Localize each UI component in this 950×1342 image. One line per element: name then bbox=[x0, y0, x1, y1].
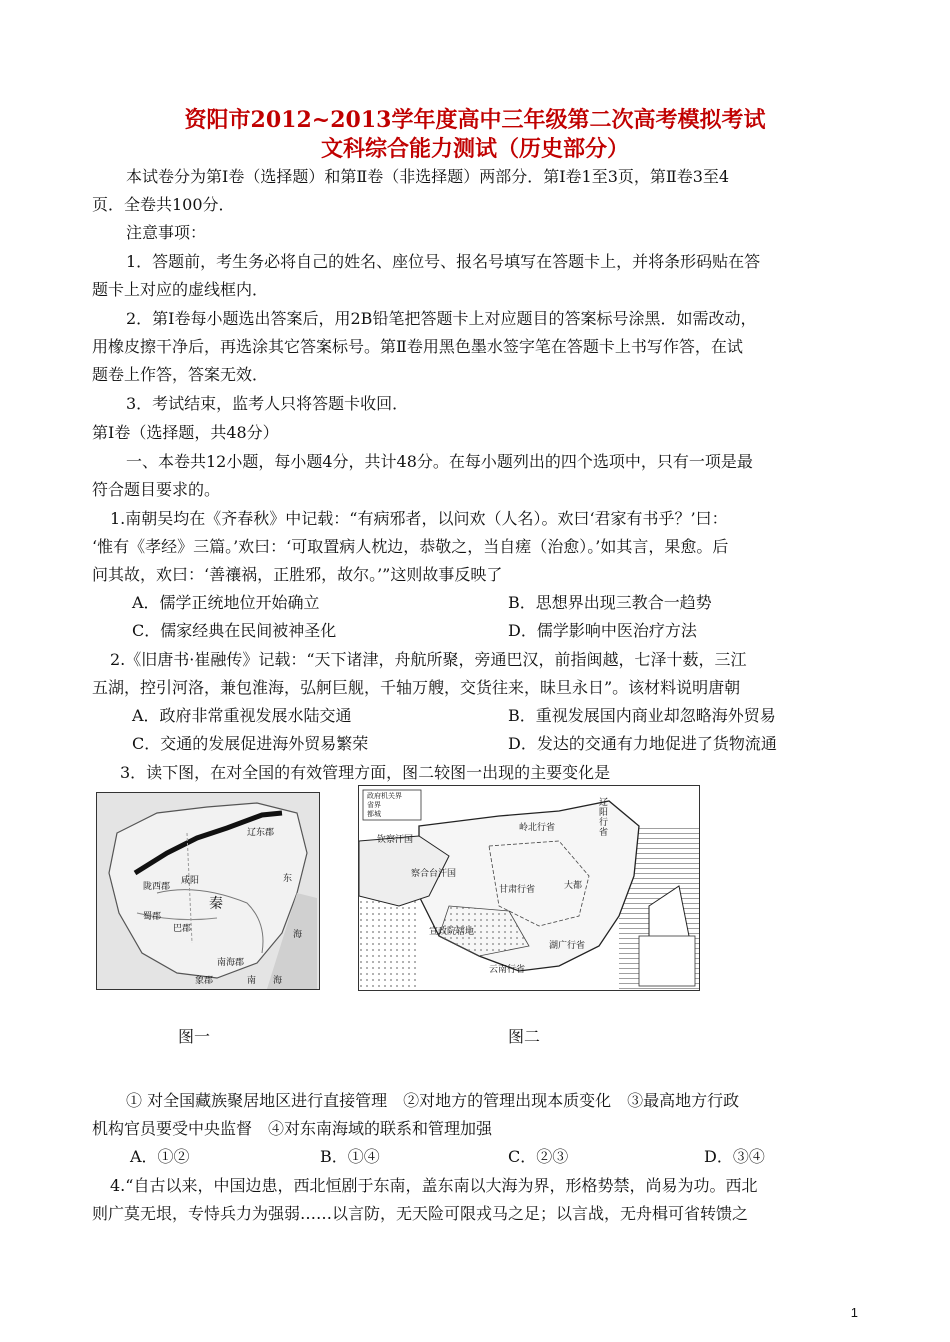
question-4-stem: 则广莫无垠，专恃兵力为强弱……以言防，无天险可限戎马之足；以言战，无舟楫可省转馈之 bbox=[92, 1204, 749, 1223]
notice-item-3: 3．考试结束，监考人只将答题卡收回． bbox=[126, 394, 409, 413]
question-2-option-a: A．政府非常重视发展水陆交通 bbox=[132, 706, 352, 725]
map-legend: 省界 bbox=[367, 801, 381, 809]
notice-item-2: 2．第Ⅰ卷每小题选出答案后，用2B铅笔把答题卡上对应题目的答案标号涂黑．如需改动， bbox=[126, 309, 757, 328]
notice-item-1: 1．答题前，考生务必将自己的姓名、座位号、报名号填写在答题卡上，并将条形码贴在答 bbox=[126, 252, 761, 271]
question-1-stem: 1.南朝吴均在《齐春秋》中记载：“有病邪者，以问欢（人名）。欢曰‘君家有书乎？’曰： bbox=[110, 509, 728, 528]
map-label: 咸阳 bbox=[181, 876, 200, 886]
map-label: 钦察汗国 bbox=[377, 835, 414, 845]
section-heading: 第Ⅰ卷（选择题，共48分） bbox=[92, 423, 279, 442]
question-1-stem: 问其故，欢曰：‘善禳祸，正胜邪，故尔。’”这则故事反映了 bbox=[92, 565, 503, 584]
question-3-statements-cont: 机构官员要受中央监督 ④对东南海域的联系和管理加强 bbox=[92, 1119, 493, 1138]
question-1-option-c: C．儒家经典在民间被神圣化 bbox=[132, 621, 337, 640]
question-1-option-b: B．思想界出现三教合一趋势 bbox=[508, 593, 712, 612]
map-label: 岭北行省 bbox=[519, 823, 556, 833]
question-2-stem: 五湖，控引河洛，兼包淮海，弘舸巨舰，千轴万艘，交货往来，昧旦永日”。该材料说明唐朝 bbox=[92, 678, 741, 697]
question-3-option-d: D．③④ bbox=[704, 1147, 765, 1166]
section-description-cont: 符合题目要求的。 bbox=[92, 480, 221, 499]
figure-2-caption: 图二 bbox=[508, 1027, 541, 1046]
map-label: 辽东郡 bbox=[247, 828, 275, 838]
exam-title: 资阳市2012~2013学年度高中三年级第二次高考模拟考试 bbox=[184, 107, 766, 133]
figure-1-qin-map bbox=[96, 792, 320, 990]
map-label: 巴郡 bbox=[173, 924, 192, 934]
map-label: 辽阳行省 bbox=[599, 798, 609, 838]
question-2-option-c: C．交通的发展促进海外贸易繁荣 bbox=[132, 734, 369, 753]
notice-item-2-cont: 用橡皮擦干净后，再选涂其它答案标号。第Ⅱ卷用黑色墨水签字笔在答题卡上书写作答，在试 bbox=[92, 337, 743, 356]
intro-line: 本试卷分为第Ⅰ卷（选择题）和第Ⅱ卷（非选择题）两部分．第Ⅰ卷1至3页，第Ⅱ卷3至4 bbox=[126, 167, 730, 186]
map-label: 海 bbox=[293, 930, 303, 940]
notice-heading: 注意事项： bbox=[126, 223, 207, 242]
question-3-option-a: A．①② bbox=[130, 1147, 190, 1166]
map-label: 南 bbox=[247, 976, 257, 986]
question-2-option-d: D．发达的交通有力地促进了货物流通 bbox=[508, 734, 777, 753]
question-3-option-c: C．②③ bbox=[508, 1147, 569, 1166]
figure-1-caption: 图一 bbox=[178, 1027, 211, 1046]
map-label: 秦 bbox=[209, 896, 223, 912]
map-label: 云南行省 bbox=[489, 965, 526, 975]
map-label: 象郡 bbox=[195, 976, 214, 986]
notice-item-1-cont: 题卡上对应的虚线框内． bbox=[92, 280, 269, 299]
question-2-stem: 2.《旧唐书·崔融传》记载：“天下诸津，舟航所聚，旁通巴汉，前指闽越，七泽十薮，三江 bbox=[110, 650, 747, 669]
intro-line: 页．全卷共100分． bbox=[92, 195, 235, 214]
figure-2-yuan-map bbox=[358, 785, 700, 991]
exam-subtitle: 文科综合能力测试（历史部分） bbox=[320, 136, 629, 162]
question-3-stem: 3．读下图，在对全国的有效管理方面，图二较图一出现的主要变化是 bbox=[120, 763, 611, 782]
map-label: 海 bbox=[273, 976, 283, 986]
section-description: 一、本卷共12小题，每小题4分，共计48分。在每小题列出的四个选项中，只有一项是最 bbox=[126, 452, 753, 471]
question-1-option-a: A．儒学正统地位开始确立 bbox=[132, 593, 320, 612]
map-label: 甘肃行省 bbox=[499, 885, 536, 895]
map-label: 陇西郡 bbox=[143, 882, 171, 892]
map-label: 南海郡 bbox=[217, 958, 245, 968]
question-3-statements: ① 对全国藏族聚居地区进行直接管理 ②对地方的管理出现本质变化 ③最高地方行政 bbox=[126, 1091, 740, 1110]
question-2-option-b: B．重视发展国内商业却忽略海外贸易 bbox=[508, 706, 776, 725]
question-1-stem: ‘惟有《孝经》三篇。’欢曰：‘可取置病人枕边，恭敬之，当自瘥（治愈）。’如其言，果愈。后 bbox=[92, 537, 729, 556]
map-label: 湖广行省 bbox=[549, 941, 586, 951]
question-4-stem: 4.“自古以来，中国边患，西北恒剧于东南，盖东南以大海为界，形格势禁，尚易为功。西北 bbox=[110, 1176, 758, 1195]
map-legend: 都城 bbox=[367, 810, 381, 818]
map-label: 蜀郡 bbox=[143, 912, 162, 922]
map-label: 东 bbox=[283, 874, 293, 884]
map-label: 察合台汗国 bbox=[411, 869, 457, 879]
question-1-option-d: D．儒学影响中医治疗方法 bbox=[508, 621, 697, 640]
map-label: 宣政院辖地 bbox=[429, 927, 475, 937]
page-number: 1 bbox=[850, 1305, 858, 1320]
map-legend: 政府机关界 bbox=[367, 792, 402, 800]
question-3-option-b: B．①④ bbox=[320, 1147, 380, 1166]
map-label: 大都 bbox=[564, 881, 583, 891]
notice-item-2-cont: 题卷上作答，答案无效． bbox=[92, 365, 269, 384]
